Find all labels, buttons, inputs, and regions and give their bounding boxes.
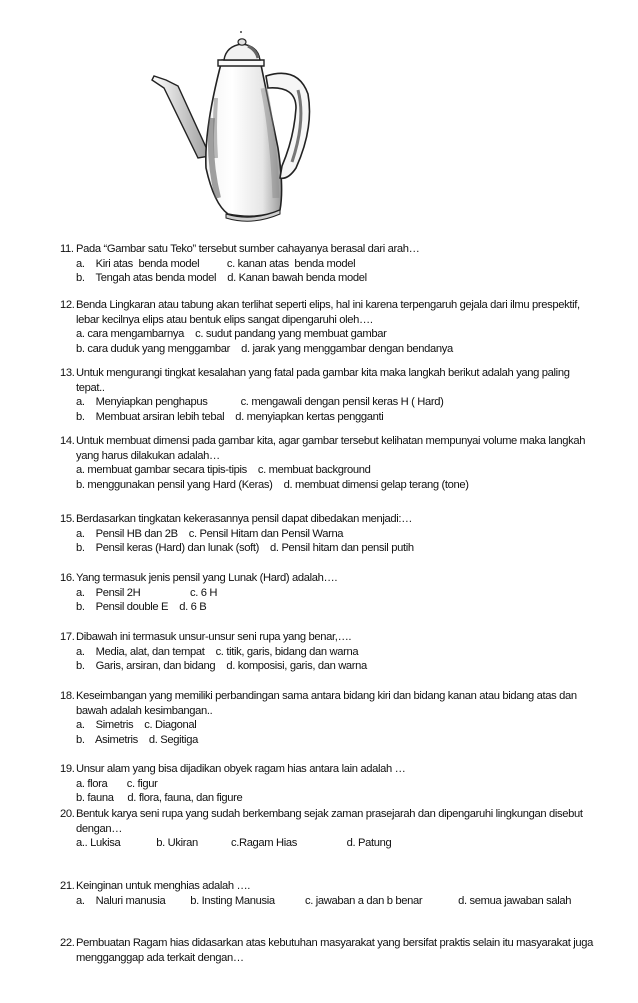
question-number: 18.: [60, 690, 75, 702]
answer-options-line: b. Tengah atas benda model d. Kanan bawah benda model: [76, 272, 367, 285]
question-16: [60, 571, 600, 615]
question-number: 15.: [60, 513, 75, 525]
question-21: [60, 879, 600, 908]
question-number: 12.: [60, 299, 75, 311]
question-number: 17.: [60, 631, 75, 643]
teapot-illustration: [148, 28, 338, 228]
question-number: 16.: [60, 572, 75, 584]
answer-options-line: a. Pensil 2H c. 6 H: [76, 586, 218, 599]
answer-options-line: b. Pensil keras (Hard) dan lunak (soft) d. Pensil hitam dan pensil putih: [76, 542, 414, 555]
answer-options-line: b. Pensil double E d. 6 B: [76, 601, 207, 614]
answer-options-line: a. Kiri atas benda model c. kanan atas benda model: [76, 257, 356, 270]
answer-options-line: a. Naluri manusia b. Insting Manusia c. jawaban a dan b benar d. semua jawaban salah: [76, 894, 572, 907]
answer-options-line: b. menggunakan pensil yang Hard (Keras) d. membuat dimensi gelap terang (tone): [76, 478, 469, 491]
question-15: [60, 512, 600, 556]
question-12: [60, 298, 600, 356]
question-14: [60, 434, 600, 492]
question-text: Yang termasuk jenis pensil yang Lunak (Hard) adalah….: [76, 572, 338, 584]
question-text: Bentuk karya seni rupa yang sudah berkembang sejak zaman prasejarah dan dipengaruhi lingkungan disebut dengan…: [76, 808, 583, 835]
question-text: Untuk mengurangi tingkat kesalahan yang fatal pada gambar kita maka langkah berikut adalah yang paling tepat..: [76, 367, 570, 394]
answer-options-line: b. fauna d. flora, fauna, dan figure: [76, 792, 243, 805]
question-17: [60, 630, 600, 674]
question-number: 14.: [60, 435, 75, 447]
question-text: Keseimbangan yang memiliki perbandingan sama antara bidang kiri dan bidang kanan atau bidang atas dan bawah adalah kesimbangan..: [76, 690, 577, 717]
answer-options-line: a. Pensil HB dan 2B c. Pensil Hitam dan Pensil Warna: [76, 527, 344, 540]
question-number: 21.: [60, 880, 75, 892]
question-text: Pembuatan Ragam hias didasarkan atas kebutuhan masyarakat yang bersifat praktis selain itu masyarakat juga mengganggap ada terkait dengan…: [76, 937, 593, 964]
answer-options-line: a. Menyiapkan penghapus c. mengawali dengan pensil keras H ( Hard): [76, 396, 444, 409]
question-text: Benda Lingkaran atau tabung akan terlihat seperti elips, hal ini karena terpengaruh gejala dari ilmu prespektif, lebar kecilnya elips atau bentuk elips sangat dipengaruhi oleh….: [76, 299, 580, 326]
question-18: [60, 689, 600, 747]
question-22: [60, 936, 600, 965]
question-text: Untuk membuat dimensi pada gambar kita, agar gambar tersebut kelihatan mempunyai volume maka langkah yang harus dilakukan adalah…: [76, 435, 586, 462]
answer-options-line: b. Membuat arsiran lebih tebal d. menyiapkan kertas pengganti: [76, 410, 384, 423]
question-number: 22.: [60, 937, 75, 949]
question-text: Berdasarkan tingkatan kekerasannya pensil dapat dibedakan menjadi:…: [76, 513, 413, 525]
answer-options-line: b. Asimetris d. Segitiga: [76, 733, 198, 746]
question-13: [60, 366, 600, 424]
answer-options-line: a. flora c. figur: [76, 777, 158, 790]
question-number: 20.: [60, 808, 75, 820]
answer-options-line: a. Media, alat, dan tempat c. titik, garis, bidang dan warna: [76, 645, 359, 658]
question-11: [60, 242, 600, 286]
question-text: Pada “Gambar satu Teko” tersebut sumber cahayanya berasal dari arah…: [76, 243, 420, 255]
question-19: [60, 762, 600, 806]
answer-options-line: b. Garis, arsiran, dan bidang d. komposisi, garis, dan warna: [76, 660, 367, 673]
question-text: Unsur alam yang bisa dijadikan obyek ragam hias antara lain adalah …: [76, 763, 406, 775]
question-20: [60, 807, 600, 851]
question-number: 11.: [60, 243, 74, 255]
question-number: 19.: [60, 763, 75, 775]
answer-options-line: a.. Lukisa b. Ukiran c.Ragam Hias d. Patung: [76, 837, 392, 850]
answer-options-line: a. Simetris c. Diagonal: [76, 719, 197, 732]
answer-options-line: a. cara mengambarnya c. sudut pandang yang membuat gambar: [76, 328, 387, 341]
question-text: Keinginan untuk menghias adalah ….: [76, 880, 251, 892]
question-number: 13.: [60, 367, 75, 379]
answer-options-line: a. membuat gambar secara tipis-tipis c. membuat background: [76, 464, 371, 477]
question-text: Dibawah ini termasuk unsur-unsur seni rupa yang benar,….: [76, 631, 352, 643]
answer-options-line: b. cara duduk yang menggambar d. jarak yang menggambar dengan bendanya: [76, 342, 453, 355]
